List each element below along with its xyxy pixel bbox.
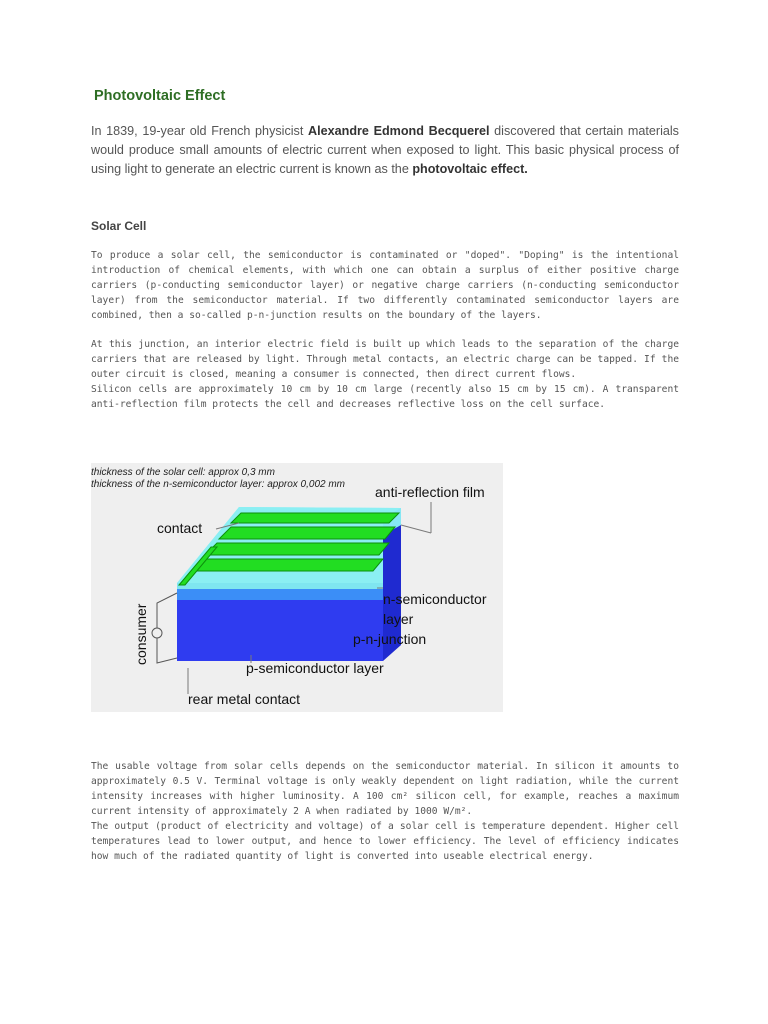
layer-label: layer (383, 611, 414, 627)
voltage-text: The usable voltage from solar cells depends on the semiconductor material. In silicon it amounts to approximately 0.5 V. Terminal voltage is only weakly dependent on light radiation, while the current intensity increases with higher luminosity. A 100 cm² silicon cell, for example, reaches a maximum current intensity of approximately 2 A when radiated by 1000 W/m². (91, 761, 679, 817)
doping-paragraph (91, 248, 679, 323)
solar-cell-heading: Solar Cell (91, 219, 147, 233)
doping-text: To produce a solar cell, the semiconductor is contaminated or "doped". "Doping" is the intentional introduction of chemical elements, with which one can obtain a surplus of either positive charge carriers (p-conducting semiconductor layer) or negative charge carriers (n-conducting semiconductor layer) from the semiconductor material. If two differently contaminated semiconductor layers are combined, then a so-called p-n-junction results on the boundary of the layers. (91, 250, 679, 321)
junction-paragraph (91, 337, 679, 412)
solar-cell-diagram (91, 463, 503, 712)
n-semiconductor-label: n-semiconductor (383, 591, 487, 607)
output-text: The output (product of electricity and voltage) of a solar cell is temperature dependent. Higher cell temperatures lead to lower output, and hence to lower efficiency. The level of efficiency indicates how much of the radiated quantity of light is converted into useable electrical energy. (91, 821, 679, 862)
contact-label: contact (157, 520, 203, 536)
page-title: Photovoltaic Effect (94, 88, 226, 104)
junction-text: At this junction, an interior electric field is built up which leads to the separation of the charge carriers that are released by light. Through metal contacts, an electric charge can be tapped. If the outer circuit is closed, meaning a consumer is connected, then direct current flows. (91, 339, 679, 380)
n-layer-face (177, 588, 383, 600)
voltage-paragraph (91, 759, 679, 864)
thickness-n-label: thickness of the n-semiconductor layer: approx 0,002 mm (91, 479, 346, 490)
anti-reflection-label: anti-reflection film (375, 484, 485, 500)
thickness-cell-label: thickness of the solar cell: approx 0,3 mm (91, 467, 275, 478)
film-face (177, 583, 383, 589)
silicon-size-text: Silicon cells are approximately 10 cm by 10 cm large (recently also 15 cm by 15 cm). A transparent anti-reflection film protects the cell and decreases reflective loss on the cell surface. (91, 384, 679, 410)
consumer-label: consumer (133, 603, 149, 665)
rear-contact-label: rear metal contact (188, 691, 301, 707)
intro-mid: discovered that certain materials would produce small amounts of electric current when exposed to light. This basic physical process of using light to generate an electric current is known as the (91, 124, 679, 176)
solar-cell-svg (91, 463, 503, 712)
intro-term: photovoltaic effect. (412, 162, 528, 176)
intro-paragraph (91, 122, 679, 179)
intro-pre: In 1839, 19-year old French physicist (91, 124, 309, 138)
p-semiconductor-label: p-semiconductor layer (246, 660, 384, 676)
consumer-circuit (152, 593, 177, 663)
intro-name: Alexandre Edmond Becquerel (308, 124, 490, 138)
pn-junction-label: p-n-junction (353, 631, 427, 647)
